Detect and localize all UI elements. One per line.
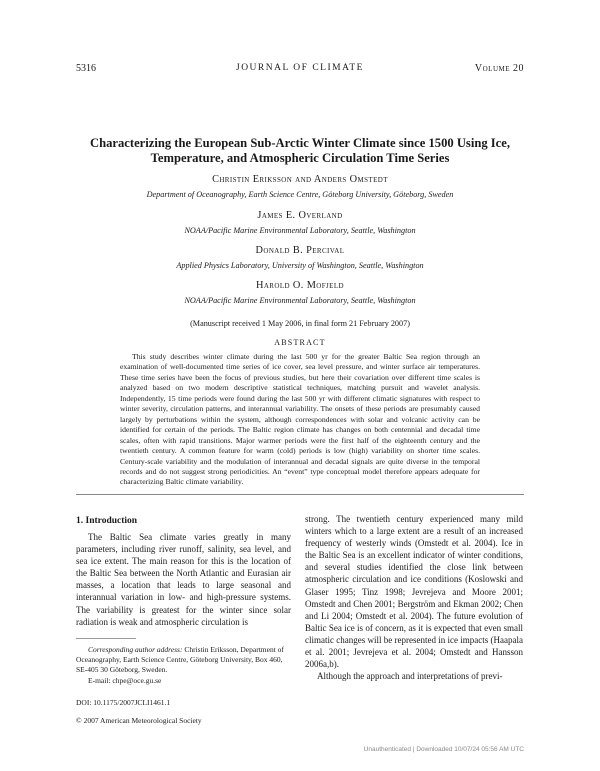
corresponding-author-footnote (76, 645, 291, 686)
footnote-label: Corresponding author address: (88, 645, 183, 654)
article-title: Characterizing the European Sub-Arctic Winter Climate since 1500 Using Ice, Temperature, and Atmospheric Circulation Time Series (90, 136, 510, 165)
footnote-email: E-mail: chpe@oce.gu.se (88, 675, 162, 685)
section-divider (76, 494, 524, 495)
intro-right-column (305, 513, 523, 682)
abstract-heading: ABSTRACT (274, 338, 326, 347)
author-line-2: James E. Overland (257, 210, 343, 221)
footnote-address: Christin Eriksson, Department of Oceanography, Earth Science Centre, Göteborg University, Box 460, SE-405 30 Göteborg, Sweden. (76, 645, 284, 675)
author-line-3: Donald B. Percival (255, 245, 345, 256)
intro-left-column (76, 531, 291, 628)
author-line-4: Harold O. Mofjeld (256, 280, 344, 291)
intro-paragraph-3: Although the approach and interpretations of previ- (317, 671, 503, 682)
copyright: © 2007 American Meteorological Society (76, 716, 202, 725)
intro-paragraph-2: strong. The twentieth century experienced many mild winters which to a large extent are a result of an increased frequency of westerly winds (Omstedt et al. 2004). Ice in the Baltic Sea is an excellent indicator of winter conditions, and several studies identified the close link between atmospheric circulation and ice conditions (Koslowski and Glaser 1995; Tinz 1998; Jevrejeva and Moore 2001; Omstedt and Chen 2001; Bergström and Ekman 2002; Chen and Li 2004; Omstedt et al. 2004). The future evolution of Baltic Sea ice is of concern, as it is expected that even small climatic changes will be represented in ice impacts (Haapala et al. 2001; Jevrejeva et al. 2004; Omstedt and Hansson 2006a,b). (305, 514, 523, 670)
doi: DOI: 10.1175/2007JCLI1461.1 (76, 698, 171, 707)
affiliation-2: NOAA/Pacific Marine Environmental Laboratory, Seattle, Washington (184, 226, 416, 235)
intro-paragraph-1: The Baltic Sea climate varies greatly in many parameters, including river runoff, salinity, sea level, and sea ice extent. The main reason for this is the location of the Baltic Sea between the North Atlantic and Eurasian air masses, a location that leads to large seasonal and interannual variation in low- and high-pressure systems. The variability is greatest for the winter since solar radiation is weak and atmospheric circulation is (76, 532, 291, 627)
abstract-text: This study describes winter climate during the last 500 yr for the greater Baltic Sea region through an examination of well-documented time series of ice cover, sea level pressure, and winter surface air temperatures. These time series have been the focus of previous studies, but here their covariation over different time scales is analyzed based on two modern descriptive statistical techniques, matching pursuit and wavelet analysis. Independently, 15 time periods were found during the last 500 yr with different climatic signatures with respect to winter severity, circulation patterns, and interannual variability. The onsets of these periods are presumably caused largely by perturbations within the system, although correspondences with solar and volcanic activity can be identified for certain of the periods. The Baltic region climate has changes on both centennial and decadal time scales, often with rapid transitions. Major warmer periods were the first half of the eighteenth century and the twentieth century. A common feature for warm (cold) periods is low (high) variability on shorter time scales. Century-scale variability and the modulation of interannual and decadal signals are quite diverse in the temporal records and do not suggest strong periodicities. An “event” type conceptual model therefore appears adequate for characterizing Baltic climate variability. (120, 352, 480, 487)
manuscript-dates: (Manuscript received 1 May 2006, in final form 21 February 2007) (190, 319, 410, 328)
affiliation-4: NOAA/Pacific Marine Environmental Laboratory, Seattle, Washington (184, 296, 416, 305)
author-line-1: Christin Eriksson and Anders Omstedt (212, 174, 388, 185)
footnote-rule (76, 638, 136, 639)
affiliation-1: Department of Oceanography, Earth Science Centre, Göteborg University, Göteborg, Sweden (146, 190, 454, 199)
volume-label: Volume 20 (474, 63, 524, 74)
download-watermark: Unauthenticated | Downloaded 10/07/24 05:56 AM UTC (363, 746, 524, 753)
affiliation-3: Applied Physics Laboratory, University of Washington, Seattle, Washington (176, 261, 424, 270)
page-number: 5316 (76, 63, 96, 74)
section-heading-introduction: 1. Introduction (76, 516, 138, 526)
journal-name: JOURNAL OF CLIMATE (236, 63, 364, 73)
